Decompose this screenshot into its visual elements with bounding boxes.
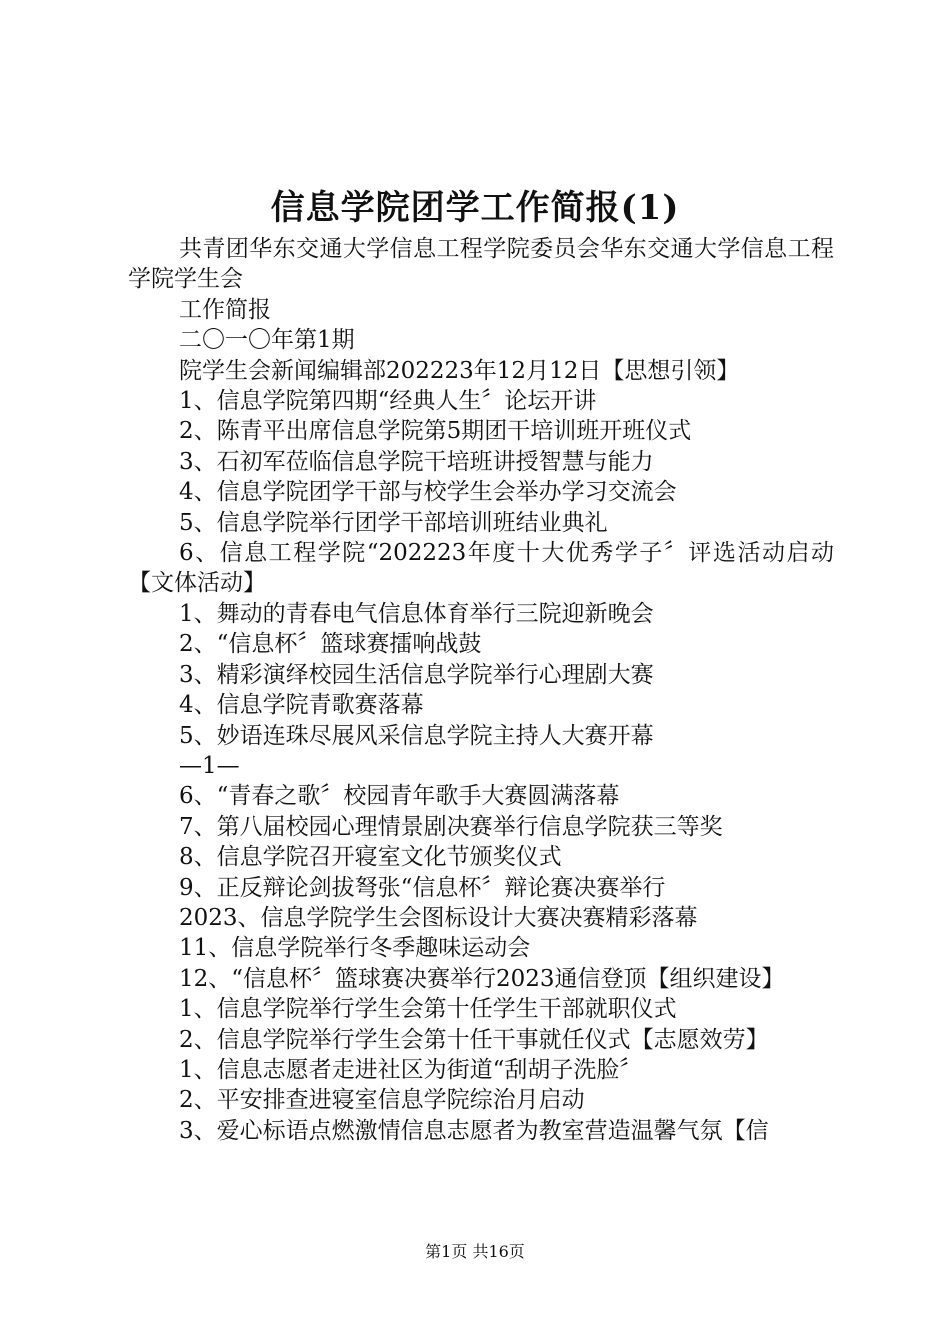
page-number-marker: —1— xyxy=(179,752,240,779)
list-item: 2、“信息杯〞篮球赛擂响战鼓 xyxy=(179,631,482,658)
list-item: 5、妙语连珠尽展风采信息学院主持人大赛开幕 xyxy=(179,722,654,749)
list-item: 8、信息学院召开寝室文化节颁奖仪式 xyxy=(179,844,562,871)
list-item: 2、陈青平出席信息学院第5期团干培训班开班仪式 xyxy=(179,418,692,445)
list-item: 6、信息工程学院“202223年度十大优秀学子〞评选活动启动【文体活动】 xyxy=(128,540,834,597)
list-item: 1、信息志愿者走进社区为街道“刮胡子洗脸〞 xyxy=(179,1056,643,1083)
list-item: 1、信息学院第四期“经典人生〞论坛开讲 xyxy=(179,388,597,415)
list-item: 1、舞动的青春电气信息体育举行三院迎新晚会 xyxy=(179,600,654,627)
paragraph: 二〇一〇年第1期 xyxy=(179,327,355,354)
list-item: 12、“信息杯〞篮球赛决赛举行2023通信登顶【组织建设】 xyxy=(179,965,785,992)
list-item: 9、正反辩论剑拔弩张“信息杯〞辩论赛决赛举行 xyxy=(179,874,666,901)
list-item: 3、精彩演绎校园生活信息学院举行心理剧大赛 xyxy=(179,661,654,688)
list-item: 3、石初军莅临信息学院干培班讲授智慧与能力 xyxy=(179,448,654,475)
list-item: 2、信息学院举行学生会第十任干事就任仪式【志愿效劳】 xyxy=(179,1026,769,1053)
list-item: 7、第八届校园心理情景剧决赛举行信息学院获三等奖 xyxy=(179,813,723,840)
list-item: 11、信息学院举行冬季趣味运动会 xyxy=(179,935,531,962)
page-footer: 第1页 共16页 xyxy=(425,1242,525,1261)
list-item: 2、平安排查进寝室信息学院综治月启动 xyxy=(179,1087,585,1114)
list-item: 4、信息学院青歌赛落幕 xyxy=(179,692,424,719)
paragraph: 共青团华东交通大学信息工程学院委员会华东交通大学信息工程学院学生会 xyxy=(128,236,834,293)
list-item: 2023、信息学院学生会图标设计大赛决赛精彩落幕 xyxy=(179,904,698,931)
list-item: 3、爱心标语点燃激情信息志愿者为教室营造温馨气氛【信 xyxy=(179,1117,769,1144)
list-item: 1、信息学院举行学生会第十任学生干部就职仪式 xyxy=(179,996,677,1023)
paragraph: 工作简报 xyxy=(179,296,271,323)
document-body xyxy=(128,234,834,1146)
list-item: 4、信息学院团学干部与校学生会举办学习交流会 xyxy=(179,479,677,506)
list-item: 6、“青春之歌〞校园青年歌手大赛圆满落幕 xyxy=(179,783,620,810)
list-item: 5、信息学院举行团学干部培训班结业典礼 xyxy=(179,509,608,536)
paragraph: 院学生会新闻编辑部202223年12月12日【思想引领】 xyxy=(179,357,740,384)
document-title: 信息学院团学工作简报(1) xyxy=(270,188,680,228)
